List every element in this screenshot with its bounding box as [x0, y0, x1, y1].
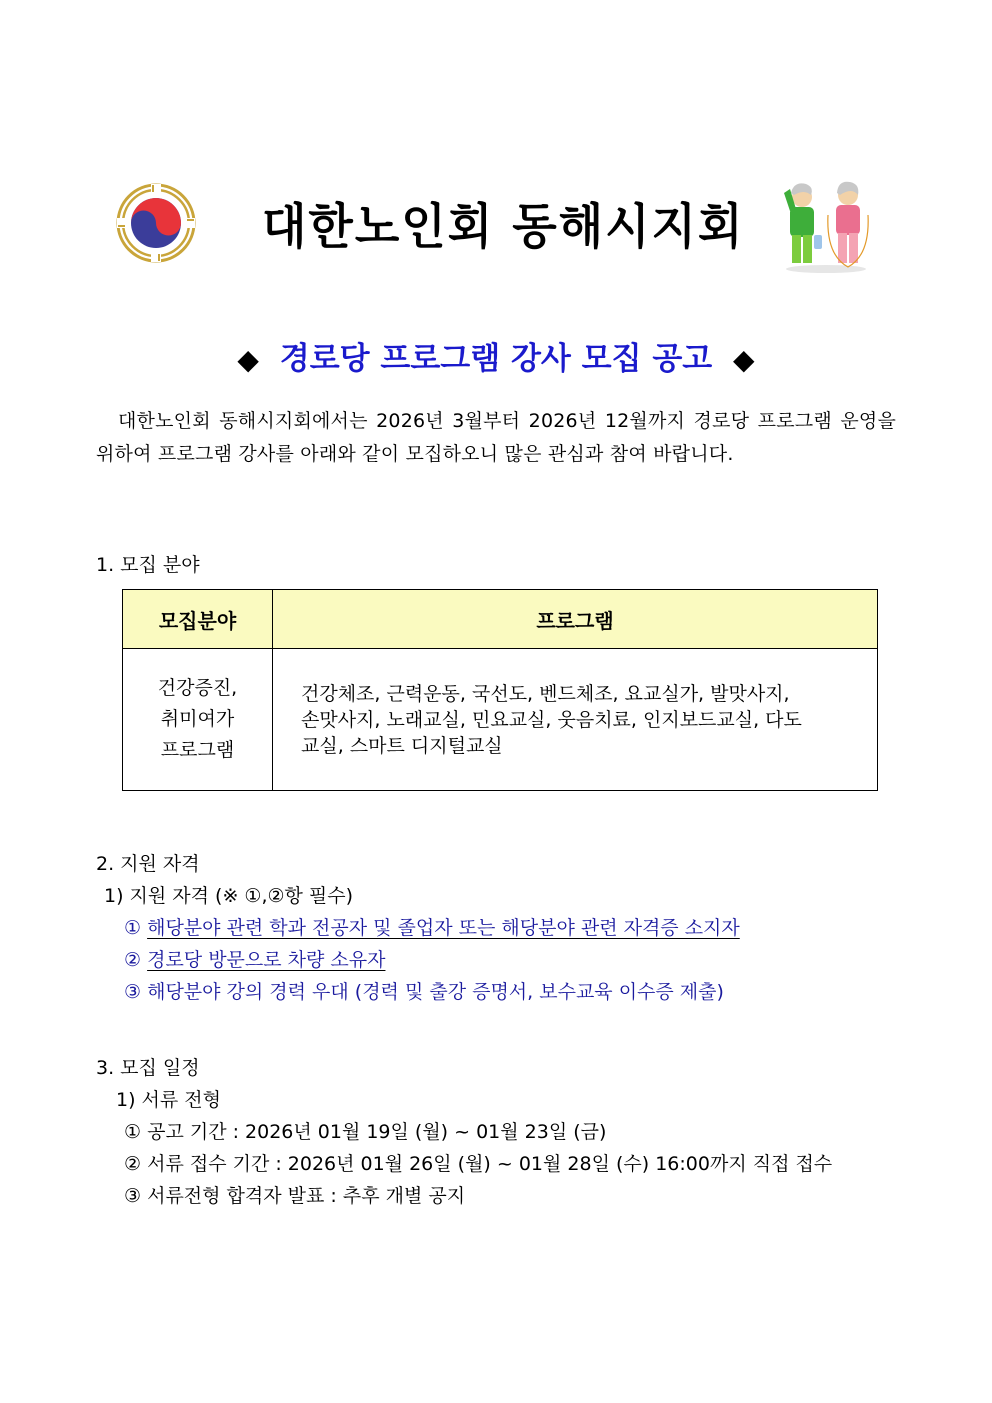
field-line: 프로그램	[160, 739, 235, 761]
item-marker: ②	[124, 1153, 142, 1175]
item-text: 해당분야 관련 학과 전공자 및 졸업자 또는 해당분야 관련 자격증 소지자	[147, 917, 740, 939]
item-label: 서류 접수 기간 :	[147, 1153, 288, 1175]
qualification-item-1	[124, 913, 740, 940]
table-header-program: 프로그램	[273, 590, 878, 649]
item-label: 서류전형 합격자 발표 :	[147, 1185, 343, 1207]
item-label: 공고 기간 :	[147, 1121, 246, 1143]
qualification-item-3	[124, 977, 724, 1004]
table-header-row	[123, 590, 878, 649]
item-value: 추후 개별 공지	[342, 1185, 466, 1207]
table-header-field: 모집분야	[123, 590, 273, 649]
section-2-heading: 2. 지원 자격	[96, 853, 200, 875]
table-cell-programs	[273, 649, 878, 791]
schedule-item-1	[124, 1117, 606, 1144]
recruitment-field-table	[122, 589, 878, 791]
section-3-subheading: 1) 서류 전형	[116, 1089, 221, 1111]
schedule-item-2	[124, 1149, 832, 1176]
item-marker: ①	[124, 917, 142, 939]
field-line: 취미여가	[160, 708, 235, 730]
item-marker: ③	[124, 981, 142, 1003]
item-marker: ②	[124, 949, 142, 971]
item-value: 2026년 01월 26일 (월) ~ 01월 28일 (수) 16:00까지 직접 접수	[287, 1153, 833, 1175]
program-line: 손맛사지, 노래교실, 민요교실, 웃음치료, 인지보드교실, 다도	[301, 708, 802, 731]
program-line: 교실, 스마트 디지털교실	[301, 734, 503, 757]
item-marker: ③	[124, 1185, 142, 1207]
diamond-left-icon: ◆	[237, 343, 259, 376]
association-logo-icon	[115, 182, 197, 264]
item-marker: ①	[124, 1121, 142, 1143]
item-value: 2026년 01월 19일 (월) ~ 01월 23일 (금)	[245, 1121, 607, 1143]
schedule-item-3	[124, 1181, 465, 1208]
item-text: 해당분야 강의 경력 우대 (경력 및 출강 증명서, 보수교육 이수증 제출)	[147, 981, 724, 1003]
notice-title-text: 경로당 프로그램 강사 모집 공고	[279, 341, 713, 377]
qualification-item-2	[124, 945, 385, 972]
elderly-couple-icon	[776, 175, 876, 275]
table-cell-field	[123, 649, 273, 791]
field-line: 건강증진,	[157, 677, 238, 699]
section-3-heading: 3. 모집 일정	[96, 1057, 200, 1079]
diamond-right-icon: ◆	[733, 343, 755, 376]
notice-title	[0, 333, 992, 378]
item-text: 경로당 방문으로 차량 소유자	[147, 949, 386, 971]
program-line: 건강체조, 근력운동, 국선도, 벤드체조, 요교실가, 발맛사지,	[301, 682, 790, 705]
section-1-heading: 1. 모집 분야	[96, 554, 200, 576]
intro-paragraph: 대한노인회 동해시지회에서는 2026년 3월부터 2026년 12월까지 경로당 프로그램 운영을 위하여 프로그램 강사를 아래와 같이 모집하오니 많은 관심과 참여 바랍니다.	[96, 410, 896, 465]
organization-title: 대한노인회 동해시지회	[262, 197, 745, 255]
section-2-subheading: 1) 지원 자격 (※ ①,②항 필수)	[104, 885, 354, 907]
table-row	[123, 649, 878, 791]
